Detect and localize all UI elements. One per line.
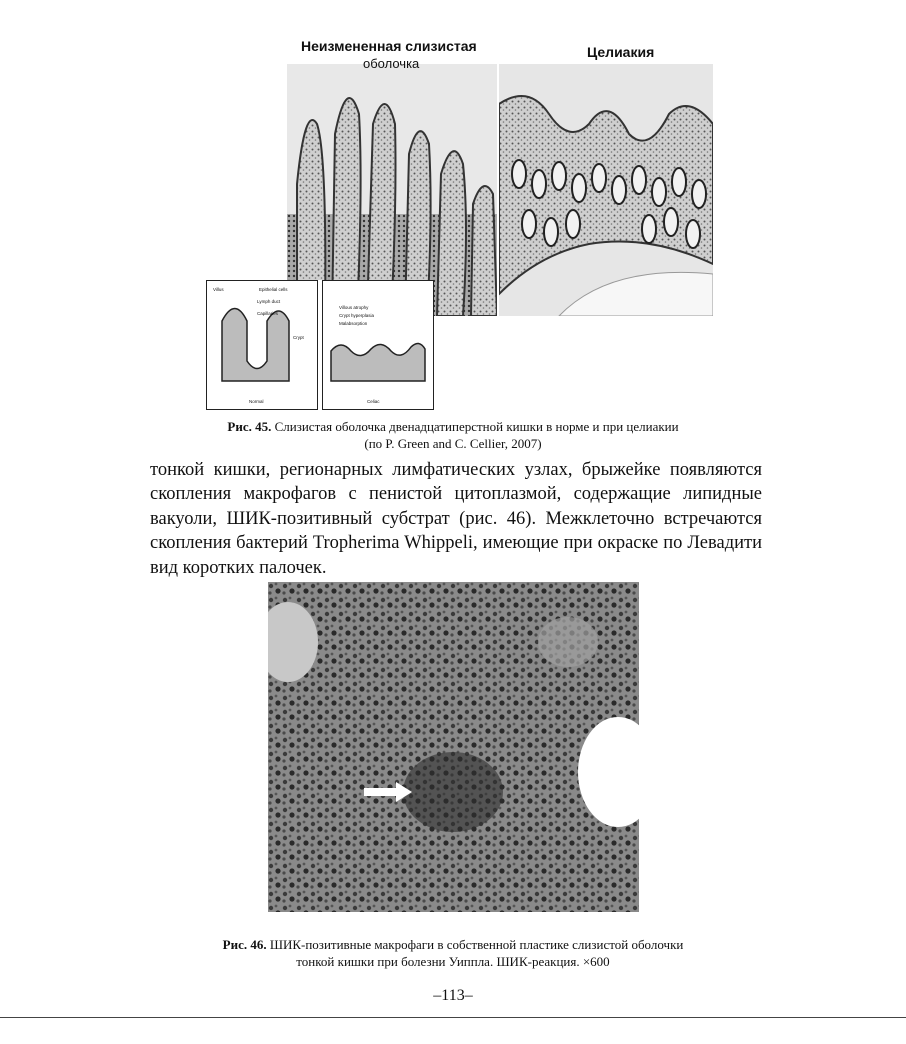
inset-label-villus: Villus: [213, 287, 224, 292]
figure-45-caption-label: Рис. 45.: [227, 419, 272, 434]
figure-46-caption: [0, 936, 906, 953]
label-celiac: Целиакия: [587, 44, 655, 60]
figure-46-micrograph: [268, 582, 639, 912]
inset-label-epithelial: Epithelial cells: [259, 287, 288, 292]
micrograph-normal-mucosa: [287, 64, 497, 316]
inset-label-lymph: Lymph duct: [257, 299, 281, 304]
figure-45-caption: [0, 418, 906, 435]
label-normal-mucosa: Неизмененная слизистая: [301, 38, 477, 54]
micrograph-celiac-mucosa: [499, 64, 713, 316]
body-paragraph-text: тонкой кишки, регионарных лимфатических узлах, брыжейке появляются скопления макрофагов с пенистой цитоплазмой, содержащие липидные вакуоли, ШИК-позитивный субстрат (рис. 46). Межклеточно встречаются скопления бактерий Tropherima Whippeli, имеющие при окраске по Левадити вид коротких палочек.: [150, 460, 762, 578]
inset-label-footer-normal: Normal: [249, 399, 264, 404]
page-number: –113–: [433, 987, 473, 1004]
inset-label-hyperplasia: Crypt hyperplasia: [339, 313, 375, 318]
figure-45-caption-line2: (по P. Green and C. Cellier, 2007): [364, 436, 542, 451]
figure-45-caption-text: Слизистая оболочка двенадцатиперстной кишки в норме и при целиакии: [274, 419, 679, 434]
inset-diagram-normal: [206, 280, 318, 410]
inset-label-capillaries: Capillaries: [257, 311, 279, 316]
inset-label-atrophy: Villous atrophy: [339, 305, 369, 310]
inset-label-malabsorption: Malabsorption: [339, 321, 368, 326]
inset-label-crypt: Crypt: [293, 335, 304, 340]
figure-46-caption-line2: тонкой кишки при болезни Уиппла. ШИК-реакция. ×600: [296, 954, 610, 969]
inset-label-footer-celiac: Celiac: [367, 399, 380, 404]
label-normal-mucosa-line2: оболочка: [363, 56, 420, 71]
figure-46-caption-label: Рис. 46.: [222, 937, 267, 952]
inset-diagram-celiac: [322, 280, 434, 410]
body-paragraph: [150, 458, 762, 580]
figure-46-caption-text: ШИК-позитивные макрофаги в собственной пластике слизистой оболочки: [269, 937, 684, 952]
bottom-rule: [0, 1017, 906, 1018]
figure-45-inset: [206, 280, 431, 410]
figure-45: [287, 30, 713, 316]
